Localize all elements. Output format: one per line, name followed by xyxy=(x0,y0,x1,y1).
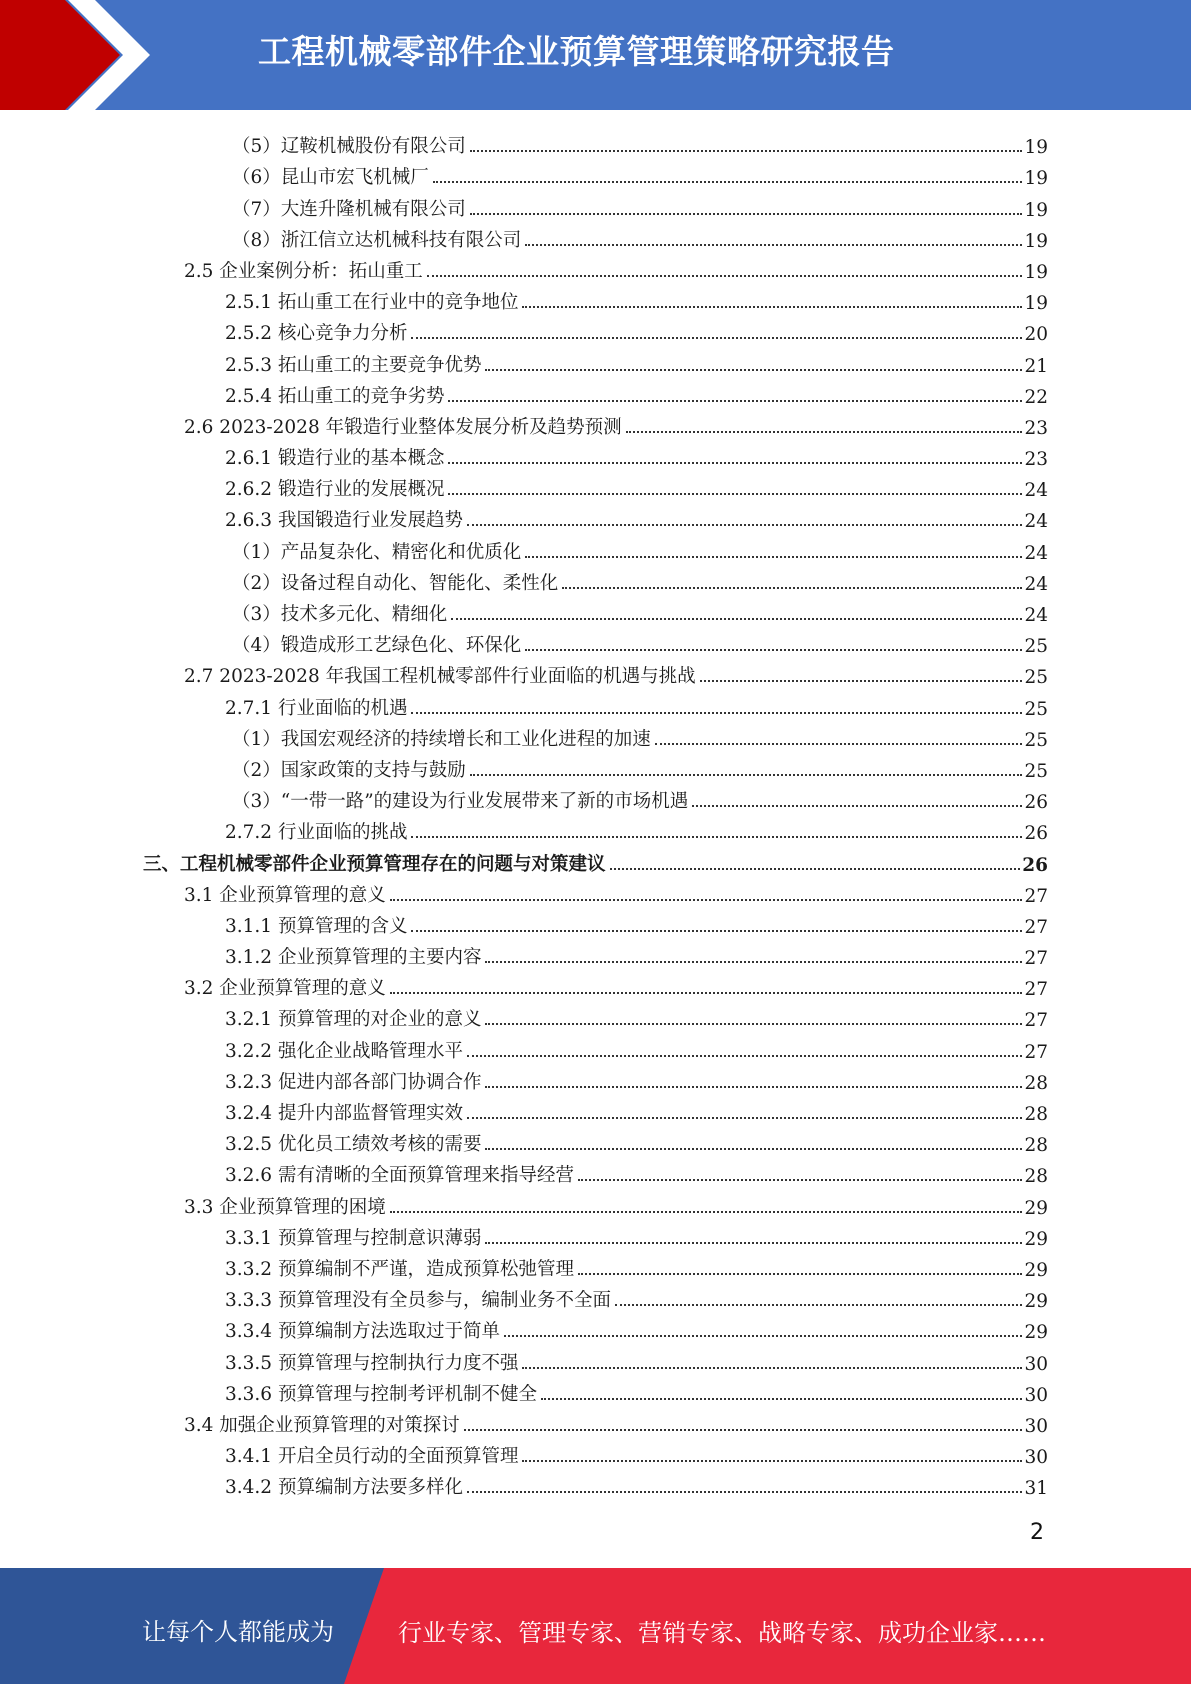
toc-entry-title: 3.2.6 需有清晰的全面预算管理来指导经营 xyxy=(225,1165,574,1187)
toc-entry[interactable] xyxy=(0,501,1191,532)
toc-entry-title: 2.6.1 锻造行业的基本概念 xyxy=(225,448,445,470)
toc-entry-title: （1）我国宏观经济的持续增长和工业化进程的加速 xyxy=(232,728,651,750)
toc-entry-page: 27 xyxy=(1024,1041,1048,1063)
toc-entry-page: 19 xyxy=(1024,293,1048,315)
toc-leader-dots xyxy=(578,1179,1022,1181)
toc-leader-dots xyxy=(411,930,1022,932)
page-header xyxy=(0,0,1191,110)
toc-entry-title: 2.5 企业案例分析：拓山重工 xyxy=(184,260,423,282)
toc-entry-page: 30 xyxy=(1024,1447,1048,1469)
toc-entry[interactable] xyxy=(0,595,1191,626)
toc-entry-title: （2）国家政策的支持与鼓励 xyxy=(232,759,466,781)
toc-entry-page: 26 xyxy=(1024,823,1048,845)
toc-entry-title: 2.7 2023-2028 年我国工程机械零部件行业面临的机遇与挑战 xyxy=(184,666,696,688)
toc-leader-dots xyxy=(485,369,1022,371)
toc-entry-title: 2.5.1 拓山重工在行业中的竞争地位 xyxy=(225,292,519,314)
toc-leader-dots xyxy=(411,337,1022,339)
toc-entry-title: （2）设备过程自动化、智能化、柔性化 xyxy=(232,572,559,594)
toc-entry-title: 3.4.2 预算编制方法要多样化 xyxy=(225,1477,463,1499)
toc-entry-title: 3.2.3 促进内部各部门协调合作 xyxy=(225,1071,482,1093)
toc-entry[interactable] xyxy=(0,813,1191,844)
toc-leader-dots xyxy=(485,1242,1022,1244)
toc-entry-title: 2.5.3 拓山重工的主要竞争优势 xyxy=(225,354,482,376)
toc-leader-dots xyxy=(467,1055,1022,1057)
toc-entry[interactable] xyxy=(0,127,1191,158)
toc-leader-dots xyxy=(390,992,1023,994)
toc-entry-page: 23 xyxy=(1024,417,1048,439)
toc-entry-page: 30 xyxy=(1024,1415,1048,1437)
toc-leader-dots xyxy=(485,1086,1022,1088)
toc-leader-dots xyxy=(485,961,1022,963)
footer-slogan-right: 行业专家、管理专家、营销专家、战略专家、成功企业家…… xyxy=(398,1619,1046,1647)
toc-entry[interactable] xyxy=(0,408,1191,439)
toc-entry-page: 28 xyxy=(1024,1104,1048,1125)
toc-entry-page: 29 xyxy=(1024,1228,1048,1250)
toc-entry[interactable] xyxy=(0,1156,1191,1187)
toc-entry-title: 3.3.4 预算编制方法选取过于简单 xyxy=(225,1321,500,1343)
toc-entry-title: 3.3.1 预算管理与控制意识薄弱 xyxy=(225,1227,482,1249)
report-title: 工程机械零部件企业预算管理策略研究报告 xyxy=(258,32,895,71)
toc-entry-page: 27 xyxy=(1024,979,1048,1001)
toc-entry-title: 3.3.6 预算管理与控制考评机制不健全 xyxy=(225,1383,537,1405)
toc-entry[interactable] xyxy=(0,1125,1191,1156)
toc-leader-dots xyxy=(448,462,1022,464)
toc-leader-dots xyxy=(390,899,1023,901)
toc-leader-dots xyxy=(411,712,1022,714)
toc-entry-page: 29 xyxy=(1024,1197,1048,1219)
toc-entry-title: 2.6.3 我国锻造行业发展趋势 xyxy=(225,510,463,532)
toc-entry-title: 2.7.1 行业面临的机遇 xyxy=(225,697,408,719)
toc-entry[interactable] xyxy=(0,938,1191,969)
toc-leader-dots xyxy=(485,1148,1022,1150)
toc-entry-page: 25 xyxy=(1024,729,1048,751)
toc-entry-title: 3.2.2 强化企业战略管理水平 xyxy=(225,1040,463,1062)
toc-entry-page: 29 xyxy=(1024,1259,1048,1281)
toc-leader-dots xyxy=(525,649,1022,651)
toc-entry[interactable] xyxy=(0,1312,1191,1343)
toc-entry-page: 21 xyxy=(1024,355,1048,377)
toc-leader-dots xyxy=(485,1023,1022,1025)
toc-leader-dots xyxy=(470,213,1023,215)
toc-entry[interactable] xyxy=(0,532,1191,563)
toc-entry[interactable] xyxy=(0,907,1191,938)
toc-entry-page: 25 xyxy=(1024,760,1048,782)
toc-leader-dots xyxy=(427,275,1023,277)
toc-entry[interactable] xyxy=(0,1063,1191,1094)
toc-leader-dots xyxy=(522,306,1022,308)
toc-entry-title: 三、工程机械零部件企业预算管理存在的问题与对策建议 xyxy=(143,853,606,875)
toc-entry-title: （6）昆山市宏飞机械厂 xyxy=(232,167,429,189)
toc-entry-page: 28 xyxy=(1024,1072,1048,1094)
toc-entry-page: 27 xyxy=(1024,1010,1048,1032)
toc-entry-page: 27 xyxy=(1024,916,1048,938)
toc-entry[interactable] xyxy=(0,1031,1191,1062)
toc-leader-dots xyxy=(464,1429,1023,1431)
toc-entry-page: 26 xyxy=(1024,792,1048,814)
toc-entry-page: 25 xyxy=(1024,667,1048,689)
toc-entry-page: 31 xyxy=(1024,1478,1048,1500)
toc-entry[interactable] xyxy=(0,1375,1191,1406)
toc-entry[interactable] xyxy=(0,1094,1191,1125)
toc-leader-dots xyxy=(522,1367,1022,1369)
page-footer xyxy=(0,1568,1191,1684)
toc-entry-title: 2.7.2 行业面临的挑战 xyxy=(225,822,408,844)
toc-entry-page: 19 xyxy=(1024,261,1048,283)
toc-entry-page: 24 xyxy=(1024,605,1048,626)
toc-entry-title: （3）“一带一路”的建设为行业发展带来了新的市场机遇 xyxy=(232,791,689,813)
toc-leader-dots xyxy=(562,587,1022,589)
toc-entry-title: （1）产品复杂化、精密化和优质化 xyxy=(232,541,522,563)
toc-entry-title: 3.2.1 预算管理的对企业的意义 xyxy=(225,1009,482,1031)
toc-leader-dots xyxy=(610,868,1021,870)
toc-entry[interactable] xyxy=(0,252,1191,283)
toc-leader-dots xyxy=(578,1273,1022,1275)
toc-entry[interactable] xyxy=(0,1343,1191,1374)
toc-entry-page: 19 xyxy=(1024,137,1048,159)
toc-entry-title: （7）大连升隆机械有限公司 xyxy=(232,198,466,220)
toc-entry-page: 28 xyxy=(1024,1135,1048,1157)
toc-entry-title: 3.1 企业预算管理的意义 xyxy=(184,884,386,906)
toc-entry[interactable] xyxy=(0,751,1191,782)
toc-entry-title: 3.2.4 提升内部监督管理实效 xyxy=(225,1103,463,1124)
toc-entry[interactable] xyxy=(0,688,1191,719)
toc-entry[interactable] xyxy=(0,439,1191,470)
toc-entry-title: 3.3.5 预算管理与控制执行力度不强 xyxy=(225,1352,519,1374)
toc-entry[interactable] xyxy=(0,564,1191,595)
toc-entry[interactable] xyxy=(0,876,1191,907)
toc-entry-title: 3.4.1 开启全员行动的全面预算管理 xyxy=(225,1446,519,1468)
toc-leader-dots xyxy=(541,1398,1022,1400)
toc-entry-page: 19 xyxy=(1024,168,1048,190)
toc-entry[interactable] xyxy=(0,470,1191,501)
toc-leader-dots xyxy=(433,181,1023,183)
toc-entry-title: 3.2.5 优化员工绩效考核的需要 xyxy=(225,1134,482,1156)
toc-entry[interactable] xyxy=(0,1250,1191,1281)
toc-leader-dots xyxy=(451,618,1022,620)
toc-entry-page: 29 xyxy=(1024,1322,1048,1344)
toc-leader-dots xyxy=(411,836,1022,838)
toc-entry-page: 25 xyxy=(1024,698,1048,720)
page-number: 2 xyxy=(1030,1520,1044,1545)
toc-leader-dots xyxy=(626,431,1023,433)
toc-entry-title: （3）技术多元化、精细化 xyxy=(232,604,448,625)
toc-entry-page: 24 xyxy=(1024,480,1048,502)
toc-leader-dots xyxy=(467,1491,1022,1493)
toc-leader-dots xyxy=(467,524,1022,526)
toc-entry-page: 28 xyxy=(1024,1166,1048,1188)
toc-entry[interactable] xyxy=(0,844,1191,875)
toc-entry[interactable] xyxy=(0,1281,1191,1312)
toc-entry-page: 22 xyxy=(1024,386,1048,408)
toc-entry-page: 26 xyxy=(1022,854,1048,876)
toc-entry-page: 20 xyxy=(1024,324,1048,346)
toc-entry[interactable] xyxy=(0,657,1191,688)
toc-leader-dots xyxy=(525,244,1022,246)
toc-entry[interactable] xyxy=(0,189,1191,220)
toc-entry[interactable] xyxy=(0,314,1191,345)
toc-entry-page: 23 xyxy=(1024,449,1048,471)
toc-leader-dots xyxy=(470,150,1023,152)
toc-entry-page: 24 xyxy=(1024,511,1048,533)
toc-entry-title: 2.6 2023-2028 年锻造行业整体发展分析及趋势预测 xyxy=(184,416,622,438)
toc-leader-dots xyxy=(525,556,1022,558)
toc-entry[interactable] xyxy=(0,221,1191,252)
toc-entry[interactable] xyxy=(0,626,1191,657)
toc-entry[interactable] xyxy=(0,283,1191,314)
toc-entry-title: （8）浙江信立达机械科技有限公司 xyxy=(232,229,522,251)
toc-entry[interactable] xyxy=(0,1000,1191,1031)
table-of-contents xyxy=(0,127,1191,1499)
toc-leader-dots xyxy=(615,1304,1022,1306)
toc-entry[interactable] xyxy=(0,969,1191,1000)
toc-leader-dots xyxy=(390,1211,1023,1213)
toc-entry-title: （5）辽鞍机械股份有限公司 xyxy=(232,136,466,158)
toc-entry-page: 27 xyxy=(1024,885,1048,907)
toc-leader-dots xyxy=(448,400,1022,402)
footer-slogan-left: 让每个人都能成为 xyxy=(142,1618,334,1646)
toc-entry-page: 24 xyxy=(1024,542,1048,564)
toc-leader-dots xyxy=(692,805,1022,807)
toc-entry[interactable] xyxy=(0,377,1191,408)
toc-leader-dots xyxy=(522,1460,1022,1462)
toc-entry-page: 24 xyxy=(1024,573,1048,595)
toc-leader-dots xyxy=(504,1335,1022,1337)
toc-entry[interactable] xyxy=(0,782,1191,813)
toc-entry-title: 3.4 加强企业预算管理的对策探讨 xyxy=(184,1414,460,1436)
toc-entry[interactable] xyxy=(0,1219,1191,1250)
toc-entry-title: （4）锻造成形工艺绿色化、环保化 xyxy=(232,635,522,657)
toc-leader-dots xyxy=(700,680,1023,682)
toc-entry[interactable] xyxy=(0,345,1191,376)
toc-entry-title: 2.5.2 核心竞争力分析 xyxy=(225,323,408,345)
toc-entry[interactable] xyxy=(0,158,1191,189)
toc-entry-title: 3.1.2 企业预算管理的主要内容 xyxy=(225,947,482,969)
toc-entry-page: 30 xyxy=(1024,1384,1048,1406)
toc-leader-dots xyxy=(655,743,1023,745)
toc-entry-title: 3.3.2 预算编制不严谨，造成预算松弛管理 xyxy=(225,1258,574,1280)
toc-entry-page: 29 xyxy=(1024,1291,1048,1313)
toc-entry-page: 25 xyxy=(1024,636,1048,658)
toc-entry-title: 2.6.2 锻造行业的发展概况 xyxy=(225,479,445,501)
toc-entry-page: 27 xyxy=(1024,948,1048,970)
toc-entry-title: 3.2 企业预算管理的意义 xyxy=(184,978,386,1000)
toc-leader-dots xyxy=(467,1117,1022,1119)
toc-entry-title: 3.3 企业预算管理的困境 xyxy=(184,1196,386,1218)
toc-entry[interactable] xyxy=(0,1468,1191,1499)
toc-entry-title: 3.3.3 预算管理没有全员参与，编制业务不全面 xyxy=(225,1290,611,1312)
toc-entry-title: 2.5.4 拓山重工的竞争劣势 xyxy=(225,385,445,407)
toc-entry-title: 3.1.1 预算管理的含义 xyxy=(225,915,408,937)
toc-entry-page: 19 xyxy=(1024,199,1048,221)
toc-entry[interactable] xyxy=(0,1187,1191,1218)
toc-leader-dots xyxy=(470,774,1023,776)
toc-entry-page: 19 xyxy=(1024,230,1048,252)
toc-leader-dots xyxy=(448,493,1022,495)
toc-entry[interactable] xyxy=(0,720,1191,751)
toc-entry[interactable] xyxy=(0,1406,1191,1437)
toc-entry-page: 30 xyxy=(1024,1353,1048,1375)
toc-entry[interactable] xyxy=(0,1437,1191,1468)
